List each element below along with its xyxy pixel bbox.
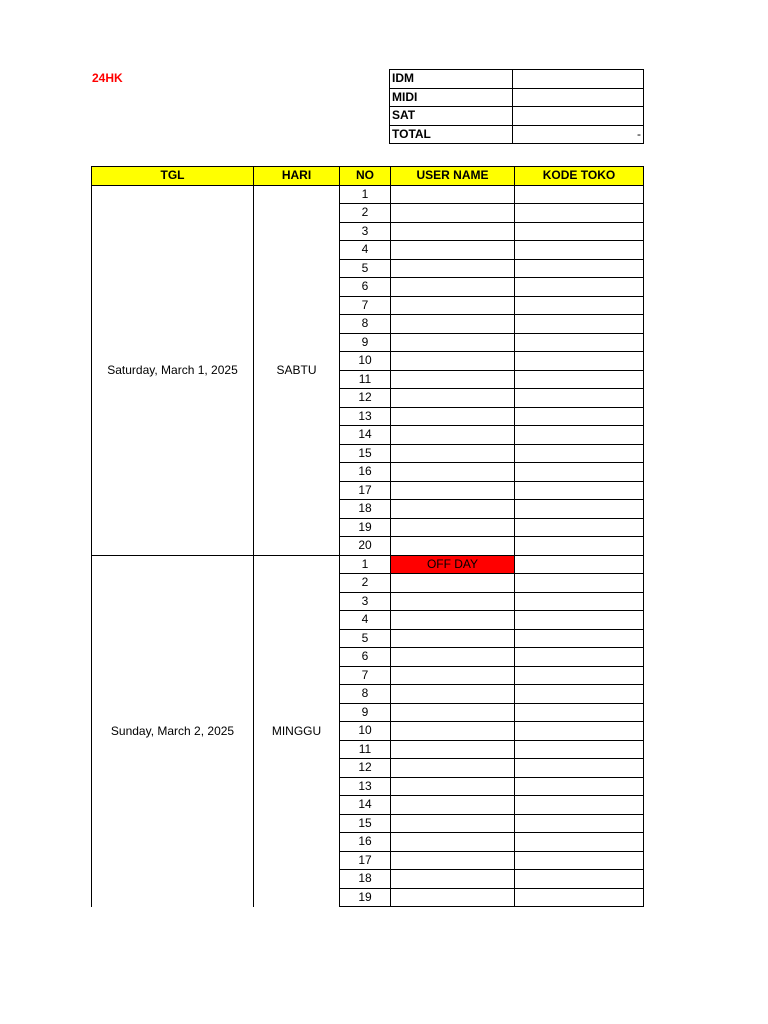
user-name-cell[interactable] [391, 759, 515, 778]
kode-toko-cell[interactable] [515, 185, 644, 204]
kode-toko-cell[interactable] [515, 592, 644, 611]
kode-toko-cell[interactable] [515, 574, 644, 593]
user-name-cell[interactable] [391, 814, 515, 833]
header-tgl: TGL [92, 167, 254, 186]
date-cell: Saturday, March 1, 2025 [92, 185, 254, 555]
row-number-cell: 6 [340, 648, 391, 667]
row-number-cell: 13 [340, 777, 391, 796]
user-name-cell[interactable] [391, 259, 515, 278]
row-number-cell: 4 [340, 241, 391, 260]
summary-row [390, 70, 644, 89]
user-name-cell[interactable] [391, 481, 515, 500]
user-name-cell[interactable] [391, 722, 515, 741]
kode-toko-cell[interactable] [515, 204, 644, 223]
date-cell: Sunday, March 2, 2025 [92, 555, 254, 907]
user-name-cell[interactable] [391, 537, 515, 556]
user-name-cell[interactable] [391, 204, 515, 223]
row-number-cell: 15 [340, 444, 391, 463]
user-name-cell[interactable] [391, 185, 515, 204]
summary-label: TOTAL [390, 125, 513, 144]
row-number-cell: 9 [340, 333, 391, 352]
kode-toko-cell[interactable] [515, 629, 644, 648]
kode-toko-cell[interactable] [515, 796, 644, 815]
row-number-cell: 1 [340, 185, 391, 204]
kode-toko-cell[interactable] [515, 370, 644, 389]
kode-toko-cell[interactable] [515, 740, 644, 759]
summary-row [390, 107, 644, 126]
schedule-header-row [92, 167, 644, 186]
row-number-cell: 9 [340, 703, 391, 722]
row-number-cell: 6 [340, 278, 391, 297]
row-number-cell: 11 [340, 370, 391, 389]
kode-toko-cell[interactable] [515, 352, 644, 371]
row-number-cell: 11 [340, 740, 391, 759]
summary-row [390, 88, 644, 107]
header-hari: HARI [254, 167, 340, 186]
header-user-name: USER NAME [391, 167, 515, 186]
row-number-cell: 13 [340, 407, 391, 426]
row-number-cell: 18 [340, 500, 391, 519]
kode-toko-cell[interactable] [515, 296, 644, 315]
user-name-cell[interactable] [391, 592, 515, 611]
kode-toko-cell[interactable] [515, 537, 644, 556]
header-kode-toko: KODE TOKO [515, 167, 644, 186]
row-number-cell: 8 [340, 315, 391, 334]
kode-toko-cell[interactable] [515, 333, 644, 352]
user-name-cell[interactable] [391, 278, 515, 297]
row-number-cell: 12 [340, 389, 391, 408]
user-name-cell[interactable] [391, 444, 515, 463]
row-number-cell: 10 [340, 722, 391, 741]
kode-toko-cell[interactable] [515, 685, 644, 704]
kode-toko-cell[interactable] [515, 666, 644, 685]
header-no: NO [340, 167, 391, 186]
row-number-cell: 17 [340, 851, 391, 870]
user-name-cell[interactable] [391, 870, 515, 889]
kode-toko-cell[interactable] [515, 463, 644, 482]
user-name-cell[interactable] [391, 611, 515, 630]
user-name-cell[interactable] [391, 666, 515, 685]
summary-table [389, 69, 644, 144]
user-name-cell[interactable] [391, 222, 515, 241]
row-number-cell: 3 [340, 222, 391, 241]
row-number-cell: 1 [340, 555, 391, 574]
row-number-cell: 14 [340, 796, 391, 815]
user-name-cell[interactable] [391, 851, 515, 870]
kode-toko-cell[interactable] [515, 500, 644, 519]
row-number-cell: 4 [340, 611, 391, 630]
kode-toko-cell[interactable] [515, 814, 644, 833]
row-number-cell: 10 [340, 352, 391, 371]
store-code-label: 24HK [92, 71, 123, 85]
user-name-cell[interactable] [391, 629, 515, 648]
row-number-cell: 8 [340, 685, 391, 704]
summary-value[interactable] [513, 107, 644, 126]
kode-toko-cell[interactable] [515, 426, 644, 445]
summary-value[interactable] [513, 70, 644, 89]
row-number-cell: 3 [340, 592, 391, 611]
row-number-cell: 15 [340, 814, 391, 833]
kode-toko-cell[interactable] [515, 222, 644, 241]
user-name-cell[interactable] [391, 685, 515, 704]
table-row [92, 185, 644, 204]
user-name-cell[interactable] [391, 888, 515, 907]
user-name-cell[interactable] [391, 407, 515, 426]
user-name-cell[interactable] [391, 574, 515, 593]
kode-toko-cell[interactable] [515, 870, 644, 889]
user-name-cell[interactable] [391, 518, 515, 537]
user-name-cell[interactable] [391, 315, 515, 334]
row-number-cell: 16 [340, 463, 391, 482]
off-day-cell[interactable]: OFF DAY [391, 555, 515, 574]
row-number-cell: 18 [340, 870, 391, 889]
user-name-cell[interactable] [391, 648, 515, 667]
user-name-cell[interactable] [391, 333, 515, 352]
user-name-cell[interactable] [391, 296, 515, 315]
user-name-cell[interactable] [391, 241, 515, 260]
row-number-cell: 19 [340, 518, 391, 537]
kode-toko-cell[interactable] [515, 833, 644, 852]
row-number-cell: 14 [340, 426, 391, 445]
row-number-cell: 2 [340, 574, 391, 593]
kode-toko-cell[interactable] [515, 278, 644, 297]
summary-label: MIDI [390, 88, 513, 107]
day-name-cell: SABTU [254, 185, 340, 555]
kode-toko-cell[interactable] [515, 407, 644, 426]
kode-toko-cell[interactable] [515, 759, 644, 778]
kode-toko-cell[interactable] [515, 703, 644, 722]
row-number-cell: 7 [340, 666, 391, 685]
kode-toko-cell[interactable] [515, 259, 644, 278]
row-number-cell: 5 [340, 259, 391, 278]
row-number-cell: 17 [340, 481, 391, 500]
kode-toko-cell[interactable] [515, 241, 644, 260]
user-name-cell[interactable] [391, 389, 515, 408]
user-name-cell[interactable] [391, 796, 515, 815]
row-number-cell: 16 [340, 833, 391, 852]
summary-value[interactable]: - [513, 125, 644, 144]
table-row [92, 555, 644, 574]
user-name-cell[interactable] [391, 426, 515, 445]
kode-toko-cell[interactable] [515, 315, 644, 334]
kode-toko-cell[interactable] [515, 851, 644, 870]
summary-label: IDM [390, 70, 513, 89]
row-number-cell: 5 [340, 629, 391, 648]
row-number-cell: 12 [340, 759, 391, 778]
user-name-cell[interactable] [391, 352, 515, 371]
user-name-cell[interactable] [391, 463, 515, 482]
user-name-cell[interactable] [391, 500, 515, 519]
summary-row [390, 125, 644, 144]
kode-toko-cell[interactable] [515, 722, 644, 741]
row-number-cell: 2 [340, 204, 391, 223]
day-name-cell: MINGGU [254, 555, 340, 907]
kode-toko-cell[interactable] [515, 444, 644, 463]
user-name-cell[interactable] [391, 740, 515, 759]
user-name-cell[interactable] [391, 370, 515, 389]
summary-label: SAT [390, 107, 513, 126]
kode-toko-cell[interactable] [515, 648, 644, 667]
user-name-cell[interactable] [391, 703, 515, 722]
kode-toko-cell[interactable] [515, 888, 644, 907]
row-number-cell: 19 [340, 888, 391, 907]
user-name-cell[interactable] [391, 777, 515, 796]
user-name-cell[interactable] [391, 833, 515, 852]
summary-value[interactable] [513, 88, 644, 107]
kode-toko-cell[interactable] [515, 389, 644, 408]
kode-toko-cell[interactable] [515, 777, 644, 796]
kode-toko-cell[interactable] [515, 555, 644, 574]
kode-toko-cell[interactable] [515, 611, 644, 630]
row-number-cell: 7 [340, 296, 391, 315]
kode-toko-cell[interactable] [515, 518, 644, 537]
row-number-cell: 20 [340, 537, 391, 556]
schedule-table [91, 166, 644, 907]
kode-toko-cell[interactable] [515, 481, 644, 500]
